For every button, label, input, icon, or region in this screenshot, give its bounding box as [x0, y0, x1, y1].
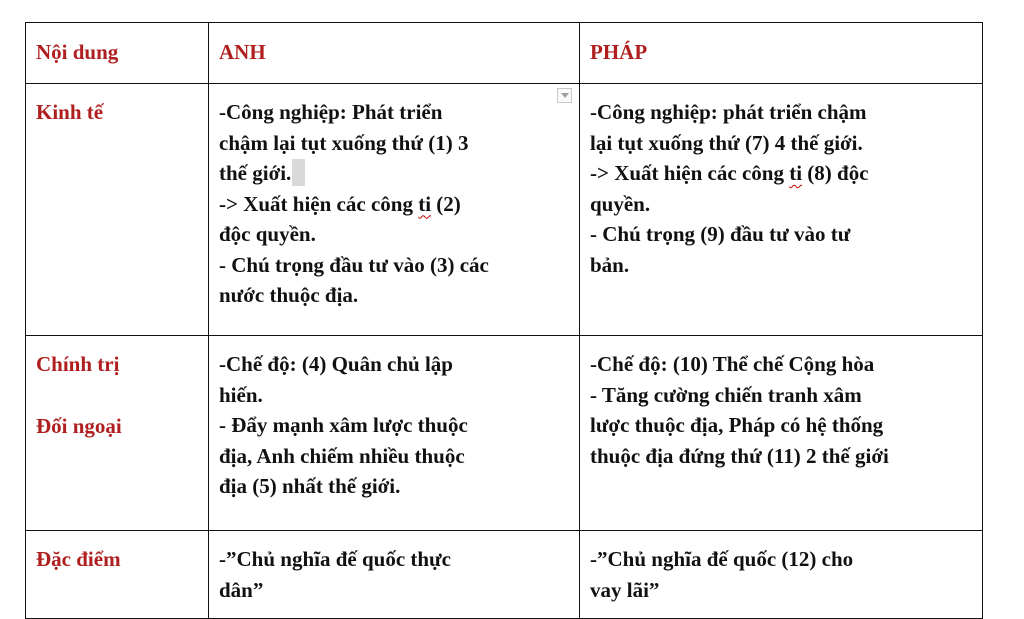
economy-phap-line-1: -Công nghiệp: phát triển chậm: [590, 100, 867, 124]
header-content-cell[interactable]: [26, 23, 209, 84]
header-anh-cell[interactable]: [209, 23, 580, 84]
politics-anh-line-2: hiến.: [219, 382, 263, 407]
features-phap-line-1: -”Chủ nghĩa đế quốc (12) cho: [590, 547, 854, 571]
politics-phap-line-3: lược thuộc địa, Pháp có hệ thống: [590, 413, 884, 437]
economy-phap-line-3: [590, 158, 974, 189]
features-phap-line-2: vay lãi”: [590, 577, 660, 602]
politics-label-cell[interactable]: [26, 336, 209, 531]
economy-anh-line-4-post: (2): [431, 191, 461, 216]
text-cursor-highlight: [292, 159, 305, 186]
comparison-table: [25, 22, 983, 619]
politics-phap-cell[interactable]: [580, 336, 983, 531]
economy-anh-line-3: [219, 158, 571, 189]
economy-anh-line-3-text: thế giới.: [219, 161, 292, 185]
features-label-cell[interactable]: [26, 531, 209, 619]
economy-label-cell[interactable]: [26, 84, 209, 336]
politics-phap-line-1: -Chế độ: (10) Thể chế Cộng hòa: [590, 352, 875, 376]
header-phap-cell[interactable]: [580, 23, 983, 84]
politics-phap-line-4: thuộc địa đứng thứ (11) 2 thế giới: [590, 443, 889, 468]
politics-anh-line-1: -Chế độ: (4) Quân chủ lập: [219, 352, 453, 376]
spellcheck-word[interactable]: ti: [418, 191, 432, 216]
label-spacer: [36, 380, 200, 411]
foreign-affairs-label: Đối ngoại: [36, 413, 122, 438]
economy-anh-line-2: chậm lại tụt xuống thứ (1) 3: [219, 130, 469, 155]
table-row-features: [26, 531, 983, 619]
table-row-politics: [26, 336, 983, 531]
economy-phap-line-3-post: (8) độc: [802, 161, 869, 185]
politics-anh-line-5: địa (5) nhất thế giới.: [219, 474, 401, 498]
politics-anh-cell[interactable]: [209, 336, 580, 531]
economy-phap-cell[interactable]: [580, 84, 983, 336]
table-row-economy: [26, 84, 983, 336]
economy-anh-line-4: [219, 189, 571, 220]
economy-phap-line-6: bản.: [590, 252, 630, 277]
header-phap-label: PHÁP: [590, 40, 648, 64]
politics-anh-line-3: - Đẩy mạnh xâm lược thuộc: [219, 413, 468, 437]
economy-anh-line-1: -Công nghiệp: Phát triển: [219, 100, 443, 124]
economy-anh-line-5: độc quyền.: [219, 222, 316, 246]
economy-anh-line-7: nước thuộc địa.: [219, 283, 359, 307]
features-anh-cell[interactable]: [209, 531, 580, 619]
politics-phap-line-2: - Tăng cường chiến tranh xâm: [590, 382, 862, 407]
economy-anh-cell[interactable]: [209, 84, 580, 336]
economy-anh-line-4-pre: -> Xuất hiện các công: [219, 191, 419, 216]
economy-anh-content: [219, 97, 571, 311]
economy-phap-line-4: quyền.: [590, 191, 651, 216]
features-anh-line-1: -”Chủ nghĩa đế quốc thực: [219, 547, 451, 571]
dropdown-arrow-icon[interactable]: [557, 88, 572, 103]
spellcheck-word[interactable]: ti: [789, 161, 803, 185]
features-anh-line-2: dân”: [219, 577, 264, 602]
economy-phap-line-3-pre: -> Xuất hiện các công: [590, 161, 790, 185]
economy-phap-line-5: - Chú trọng (9) đầu tư vào tư: [590, 222, 851, 246]
features-phap-cell[interactable]: [580, 531, 983, 619]
economy-label: Kinh tế: [36, 100, 104, 124]
table-header-row: [26, 23, 983, 84]
features-label: Đặc điểm: [36, 547, 121, 571]
header-content-label: Nội dung: [36, 40, 119, 64]
politics-anh-line-4: địa, Anh chiếm nhiều thuộc: [219, 443, 465, 468]
header-anh-label: ANH: [219, 40, 266, 64]
economy-anh-line-6: - Chú trọng đầu tư vào (3) các: [219, 252, 489, 277]
economy-phap-line-2: lại tụt xuống thứ (7) 4 thế giới.: [590, 130, 863, 155]
politics-label: Chính trị: [36, 352, 120, 376]
